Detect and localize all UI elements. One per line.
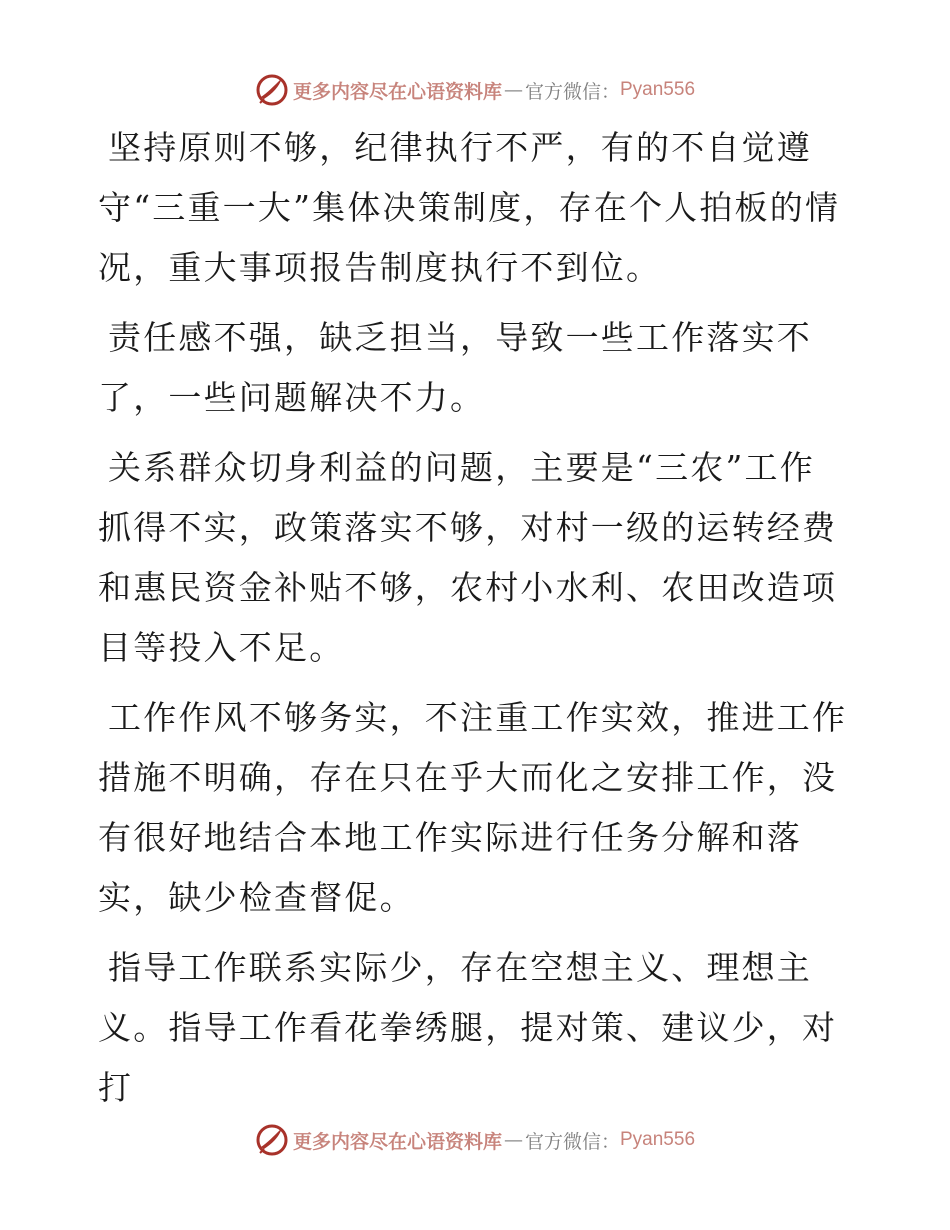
paragraph-5: 指导工作联系实际少，存在空想主义、理想主义。指导工作看花拳绣腿，提对策、建议少，对打 <box>98 948 838 1107</box>
quill-pen-logo-icon <box>255 73 289 107</box>
footer-banner <box>0 1120 950 1160</box>
banner-wechat-label: 官方微信： <box>524 80 620 103</box>
banner-wechat-id: Pyan556 <box>620 1129 696 1150</box>
header-banner <box>0 70 950 110</box>
paragraph-4: 工作作风不够务实，不注重工作实效，推进工作措施不明确，存在只在乎大而化之安排工作，没有很好地结合本地工作实际进行任务分解和落实，缺少检查督促。 <box>98 698 848 917</box>
paragraph-3: 关系群众切身利益的问题，主要是“三农”工作抓得不实，政策落实不够，对村一级的运转经费和惠民资金补贴不够，农村小水利、农田改造项目等投入不足。 <box>98 448 838 667</box>
banner-wechat-id: Pyan556 <box>620 79 696 100</box>
document-body <box>98 118 850 1128</box>
banner-brand-text: 更多内容尽在心语资料库 <box>292 80 502 103</box>
paragraph-2: 责任感不强，缺乏担当，导致一些工作落实不了，一些问题解决不力。 <box>98 318 812 417</box>
banner-separator: — <box>503 1129 523 1151</box>
banner-brand-text: 更多内容尽在心语资料库 <box>292 1130 502 1153</box>
banner-wechat-label: 官方微信： <box>524 1130 620 1153</box>
paragraph-1: 坚持原则不够，纪律执行不严，有的不自觉遵守“三重一大”集体决策制度，存在个人拍板的情况，重大事项报告制度执行不到位。 <box>98 128 841 287</box>
banner-separator: — <box>503 79 523 101</box>
quill-pen-logo-icon <box>255 1123 289 1157</box>
